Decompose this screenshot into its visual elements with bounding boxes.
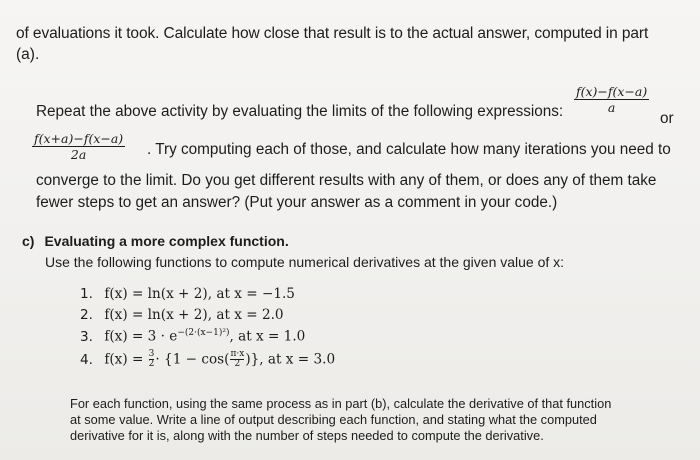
function-number: 1.: [80, 286, 93, 302]
function-text-pre: f(x) =: [104, 351, 148, 368]
note-line1: For each function, using the same process as in part (b), calculate the derivative of that function: [70, 396, 612, 411]
repeat-paragraph-line1: Repeat the above activity by evaluating the limits of the following expressions:: [36, 103, 564, 120]
function-text: f(x) = ln(x + 2), at x = 2.0: [104, 307, 284, 323]
expression-forward-denominator: a: [607, 100, 616, 115]
repeat-paragraph-line4: fewer steps to get an answer? (Put your answer as a comment in your code.): [36, 194, 558, 211]
expression-forward-difference: [574, 84, 649, 115]
function-text-pre: f(x) = 3 · e: [104, 328, 178, 345]
section-c-label: c): [22, 233, 35, 249]
fraction-bottom: 2: [148, 359, 155, 369]
function-text-mid: · {1 − cos(: [155, 351, 230, 368]
fraction-top: 3: [148, 349, 155, 359]
section-c-heading: [22, 233, 289, 249]
function-fraction: [149, 350, 155, 369]
cos-argument-fraction: [230, 350, 244, 369]
function-item-2: [80, 307, 284, 323]
section-c-subtitle: Use the following functions to compute numerical derivatives at the given value of x:: [45, 254, 565, 270]
or-word: or: [660, 110, 674, 127]
expression-central-numerator: f(x+a)−f(x−a): [34, 131, 124, 146]
fraction-bottom: 2: [234, 359, 241, 369]
function-item-3: [80, 328, 305, 345]
section-c-title: Evaluating a more complex function.: [44, 233, 289, 249]
expression-forward-numerator: f(x)−f(x−a): [576, 84, 648, 99]
note-line3: derivative for it is, along with the number of steps needed to compute the derivative.: [70, 428, 544, 443]
expression-central-difference: [32, 131, 125, 162]
expression-central-denominator: 2a: [70, 147, 87, 162]
paragraph-top-line1: of evaluations it took. Calculate how close that result is to the actual answer, computed in part: [16, 25, 649, 42]
repeat-paragraph-line2: . Try computing each of those, and calculate how many iterations you need to: [147, 141, 671, 158]
paragraph-top-line2: (a).: [16, 46, 40, 63]
function-text-post: )}, at x = 3.0: [245, 351, 336, 368]
fraction-top: π·x: [230, 349, 245, 359]
function-number: 2.: [80, 307, 93, 323]
note-line2: at some value. Write a line of output describing each function, and stating what the computed: [70, 412, 597, 427]
function-text-post: , at x = 1.0: [229, 328, 306, 345]
function-exponent: −(2·(x−1)²): [177, 328, 230, 338]
function-number: 3.: [80, 328, 93, 345]
repeat-paragraph-line3: converge to the limit. Do you get different results with any of them, or does any of them take: [36, 172, 657, 189]
function-text: f(x) = ln(x + 2), at x = −1.5: [104, 286, 295, 302]
function-number: 4.: [80, 351, 93, 368]
function-item-4: [80, 350, 335, 369]
function-item-1: [80, 286, 295, 302]
